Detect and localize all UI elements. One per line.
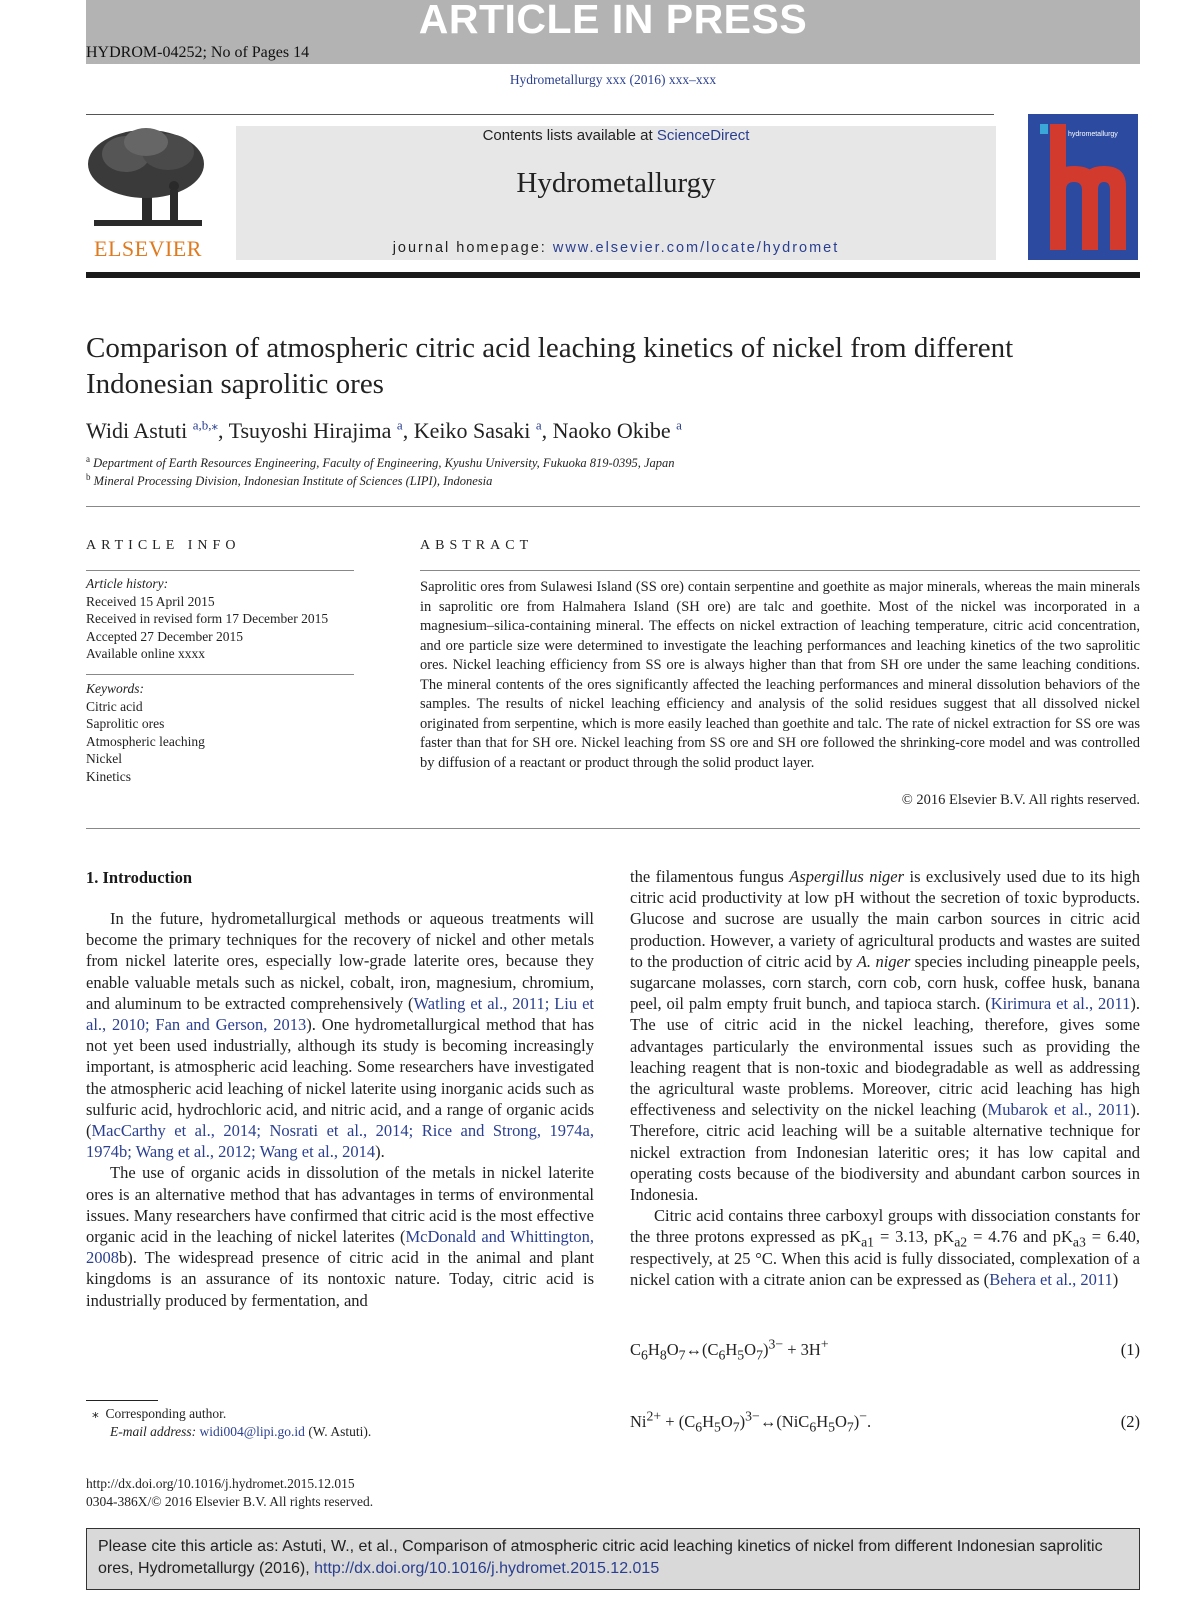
equation-1-number: (1) [1120, 1340, 1140, 1359]
journal-cover-image [1028, 114, 1138, 260]
issn-line: 0304-386X/© 2016 Elsevier B.V. All rights reserved. [86, 1494, 374, 1509]
sciencedirect-link[interactable]: ScienceDirect [656, 127, 750, 144]
author-affiliation-mark[interactable]: a,b,⁎ [192, 417, 218, 433]
contents-prefix: Contents lists available at [482, 127, 657, 144]
author-affiliation-mark[interactable]: a [535, 417, 542, 433]
citation-link[interactable]: McDonald and Whittington, 2008 [86, 1227, 594, 1268]
abstract-divider [86, 828, 1140, 829]
email-suffix: (W. Astuti). [304, 1424, 372, 1439]
equation-2: $Ni^{2+}$ + $(C_6H_5O_7)^{3-}\leftrightarrow(NiC_6H_5O_7)^-$. [630, 1408, 872, 1435]
intro-paragraph-2: The use of organic acids in dissolution of the metals in nickel laterite ores is an alternative method that has advantages in terms of environmental issues. Many researchers have confirmed that citric acid is the most effective organic acid in the leaching of nickel laterites (McDonald and Whittington, 2008b). The widespread presence of citric acid in the animal and plant kingdoms is an assurance of its nontoxic nature. Today, citric acid is industrially produced by fermentation, and [86, 1163, 594, 1310]
affiliation-mark: b [86, 471, 91, 482]
author-name: Widi Astuti [86, 418, 193, 443]
author-list [86, 418, 1140, 444]
equation-2-number: (2) [1120, 1412, 1140, 1431]
history-item: Received 15 April 2015 [86, 593, 215, 609]
keyword-item: Kinetics [86, 768, 131, 784]
history-item: Received in revised form 17 December 2015 [86, 611, 329, 626]
keyword-item: Atmospheric leaching [86, 733, 205, 749]
email-label: E-mail address: [110, 1424, 200, 1439]
history-item: Accepted 27 December 2015 [86, 628, 244, 644]
history-label: Article history: [86, 576, 169, 591]
homepage-link[interactable]: www.elsevier.com/locate/hydromet [552, 240, 840, 256]
citation-doi-link[interactable]: http://dx.doi.org/10.1016/j.hydromet.2015.12.015 [314, 1560, 660, 1577]
author-affiliation-mark[interactable]: a [676, 417, 682, 433]
citation-text [98, 1536, 1128, 1580]
intro-paragraph-1: In the future, hydrometallurgical methods or aqueous treatments will become the primary techniques for the recovery of nickel and other metals from nickel laterite ores, especially low-grade laterite ores, because they enable valuable metals such as nickel, cobalt, iron, magnesium, chromium, and aluminum to be extracted comprehensively (Watling et al., 2011; Liu et al., 2010; Fan and Gerson, 2013). One hydrometallurgical method that has not yet been used industrially, although its study is becoming increasingly important, is atmospheric acid leaching. Some researchers have investigated the atmospheric acid leaching of nickel laterite using inorganic acids such as sulfuric acid, hydrochloric acid, and nitric acid, and a range of organic acids (MacCarthy et al., 2014; Nosrati et al., 2014; Rice and Strong, 1974a, 1974b; Wang et al., 2012; Wang et al., 2014). [86, 909, 595, 1162]
keyword-item: Nickel [86, 751, 122, 766]
citation-link[interactable]: Mubarok et al., 2011 [987, 1100, 1131, 1120]
intro-left-column [86, 908, 594, 1311]
affiliation-a [86, 453, 1140, 471]
header-divider [86, 272, 1140, 278]
corresponding-author-note [92, 1406, 226, 1422]
citation-body: Please cite this article as: Astuti, W., et al., Comparison of atmospheric citric acid leaching kinetics of nickel from different Indonesian saprolitic ores, Hydrometallurgy (2016), [98, 1538, 1103, 1577]
author-name: , Naoko Okibe [541, 418, 677, 443]
intro-paragraph-3: the filamentous fungus Aspergillus niger is exclusively used due to its high citric acid productivity at low pH without the secretion of toxic byproducts. Glucose and sucrose are usually the main carbon sources in citric acid production. However, a variety of agricultural products and wastes are suited to the production of citric acid by A. niger species including pineapple peels, sugarcane molasses, corn starch, corn cob, corn husk, coffee husk, banana peel, oil palm empty fruit bunch, and tapioca starch. (Kirimura et al., 2011). The use of citric acid in the nickel leaching, therefore, gives some advantages particularly the environmental issues such as providing the leaching reagent that is non-toxic and biodegradable as well as addressing the agricultural waste problems. Moreover, citric acid leaching has high effectiveness and selectivity on the nickel leaching (Mubarok et al., 2011). Therefore, citric acid leaching will be a suitable alternative technique for nickel extraction from Indonesian lateritic ores; it has low capital and operating costs because of the biodiversity and abundant carbon sources in Indonesia. [630, 867, 1141, 1205]
journal-name: Hydrometallurgy [516, 167, 716, 199]
footnote-rule [86, 1400, 158, 1401]
history-item: Available online xxxx [86, 646, 205, 661]
publisher-name: ELSEVIER [94, 236, 202, 261]
article-history [86, 575, 328, 663]
citation-link[interactable]: Kirimura et al., 2011 [990, 994, 1131, 1014]
citation-link[interactable]: Watling et al., 2011; Liu et al., 2010; Fan and Gerson, 2013 [86, 993, 595, 1035]
affiliation-b [86, 471, 1140, 489]
author-affiliation-mark[interactable]: a [396, 417, 403, 433]
cover-journal-text: hydrometallurgy [1068, 131, 1118, 138]
citation-link[interactable]: Behera et al., 2011 [989, 1269, 1113, 1289]
abstract-heading: ABSTRACT [420, 538, 534, 553]
contents-line [236, 127, 996, 144]
equation-1: $C_6H_8O_7\leftrightarrow(C_6H_5O_7)^{3-} + 3H^+$ [630, 1336, 829, 1363]
author-name: , Keiko Sasaki [402, 418, 536, 443]
abstract-text: Saprolitic ores from Sulawesi Island (SS ore) contain serpentine and goethite as major minerals, whereas the main minerals in saprolitic ore from Halmahera Island (SH ore) are talc and goethite. Most of the nickel was incorporated in a magnesium–silica-containing mineral. The effects on nickel extraction of leaching temperature, citric acid concentration, and ore particle size were determined to investigate the leaching performances and leaching kinetics of the two saprolitic ores. Nickel leaching efficiency from SS ore is always higher than that from SH ore under the same leaching conditions. The mineral contents of the ores significantly affected the leaching performances and mineral dissolution behaviors of the samples. The results of nickel leaching efficiency and analysis of the solid residues suggest that all dissolved nickel originated from serpentine, which is more easily leached than goethite and talc. The rate of nickel extraction for SS ore was faster than that for SH ore. Nickel leaching from SS ore and SH ore followed the shrinking-core model and was controlled by diffusion of a reactant or product through the solid product layer. [420, 579, 1140, 771]
intro-paragraph-4: Citric acid contains three carboxyl groups with dissociation constants for the three protons expressed as $pK_{a1} = 3.13$, $pK_{a2} = 4.76$ and $pK_{a3} = 6.40$, respectively, at 25 °C. When this acid is fully dissociated, complexation of a nickel cation with a citrate anion can be expressed as (Behera et al., 2011) [630, 1206, 1140, 1289]
affiliation-text: Mineral Processing Division, Indonesian Institute of Sciences (LIPI), Indonesia [93, 474, 493, 488]
article-info-heading: ARTICLE INFO [86, 538, 241, 553]
journal-homepage [236, 240, 996, 256]
corresponding-label: Corresponding author. [105, 1406, 227, 1421]
keyword-item: Citric acid [86, 698, 143, 714]
footnote-mark: ⁎ [92, 1406, 99, 1421]
article-title: Comparison of atmospheric citric acid leaching kinetics of nickel from different Indonesian saprolitic ores [86, 332, 1014, 400]
manuscript-id: HYDROM-04252; No of Pages 14 [86, 44, 310, 61]
article-in-press-label: ARTICLE IN PRESS [418, 0, 808, 42]
email-line [110, 1424, 371, 1440]
keyword-item: Saprolitic ores [86, 716, 165, 731]
keywords-label: Keywords: [86, 681, 144, 696]
header-rule [86, 114, 994, 115]
email-link[interactable]: widi004@lipi.go.id [199, 1424, 305, 1439]
keywords-rule [86, 674, 354, 675]
abstract-rule [420, 570, 1140, 571]
intro-right-column [630, 866, 1140, 1290]
author-name: , Tsuyoshi Hirajima [217, 418, 397, 443]
homepage-prefix: journal homepage: [392, 240, 553, 256]
abstract-copyright: © 2016 Elsevier B.V. All rights reserved. [901, 792, 1140, 808]
affiliation-divider [86, 506, 1140, 507]
journal-reference-link[interactable]: Hydrometallurgy xxx (2016) xxx–xxx [509, 72, 717, 87]
article-info-rule [86, 570, 354, 571]
doi-link[interactable]: http://dx.doi.org/10.1016/j.hydromet.2015.12.015 [86, 1476, 355, 1491]
section-heading-introduction: 1. Introduction [86, 868, 193, 887]
affiliation-mark: a [86, 453, 90, 464]
affiliation-text: Department of Earth Resources Engineering, Faculty of Engineering, Kyushu University, Fukuoka 819-0395, Japan [93, 456, 675, 470]
citation-link[interactable]: MacCarthy et al., 2014; Nosrati et al., 2014; Rice and Strong, 1974a, 1974b; Wang et al., 2012; Wang et al., 2014 [86, 1121, 594, 1162]
keywords-list [86, 680, 205, 785]
